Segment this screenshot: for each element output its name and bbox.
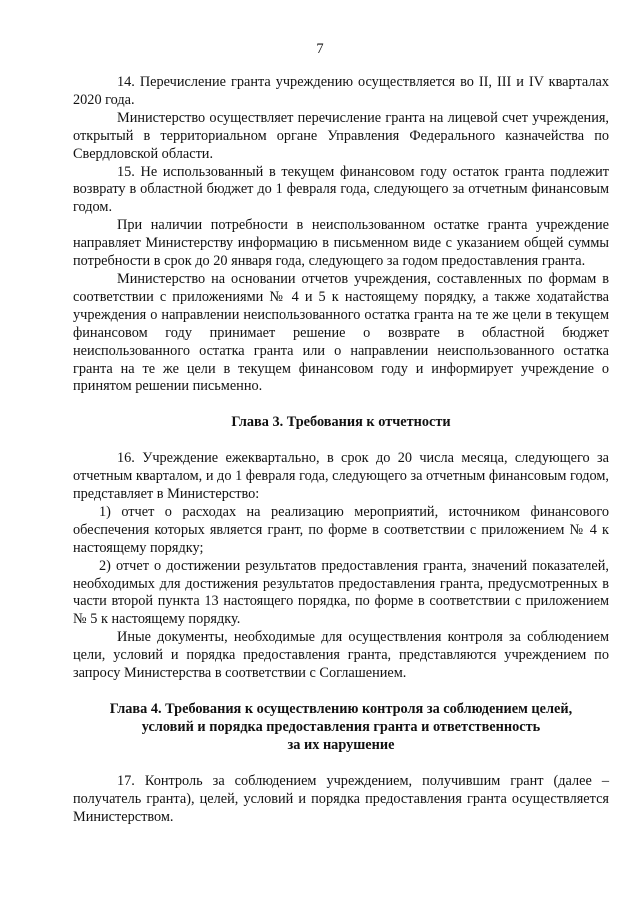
chapter-4-heading-line-2: условий и порядка предоставления гранта и ответственность: [141, 718, 541, 735]
chapter-4-heading-line-3: за их нарушение: [287, 736, 395, 753]
document-body: [73, 74, 609, 826]
paragraph-16-other: Иные документы, необходимые для осуществления контроля за соблюдением цели, условий и порядка предоставления гранта, представляются учреждением по запросу Министерства в соответствии с Соглашением.: [73, 629, 609, 682]
paragraph-14: 14. Перечисление гранта учреждению осуществляется во II, III и IV кварталах 2020 года.: [73, 74, 609, 108]
chapter-4-heading-line-1: Глава 4. Требования к осуществлению контроля за соблюдением целей,: [109, 701, 573, 717]
chapter-4-heading: [73, 701, 609, 755]
paragraph-16: 16. Учреждение ежеквартально, в срок до 20 числа месяца, следующего за отчетным кварталом, и до 1 февраля года, следующего за отчетным финансовым годом, представляет в Министерство:: [73, 450, 609, 503]
paragraph-17: 17. Контроль за соблюдением учреждением, получившим грант (далее – получатель гранта), целей, условий и порядка предоставления гранта осуществляется Министерством.: [73, 772, 609, 825]
paragraph-16-item-2: 2) отчет о достижении результатов предоставления гранта, значений показателей, необходимых для достижения результатов предоставления гранта, предусмотренных в части второй пункта 13 настоящего порядка, по форме в соответствии с приложением № 5 к настоящему порядку.: [73, 557, 609, 628]
paragraph-14-body: Министерство осуществляет перечисление гранта на лицевой счет учреждения, открытый в территориальном органе Управления Федерального казначейства по Свердловской области.: [73, 109, 609, 162]
paragraph-15-decision: Министерство на основании отчетов учреждения, составленных по формам в соответствии с приложениями № 4 и 5 к настоящему порядку, а также ходатайства учреждения о направлении неиспользованного остатка гранта на те же цели в текущем финансовом году принимает решение о возврате в областной бюджет неиспользованного остатка гранта или о направлении неиспользованного остатка гранта на те же цели в текущем финансовом году и информирует учреждение о принятом решении письменно.: [73, 270, 609, 395]
paragraph-15-need: При наличии потребности в неиспользованном остатке гранта учреждение направляет Министерству информацию в письменном виде с указанием общей суммы потребности в срок до 20 января года, следующего за годом предоставления гранта.: [73, 217, 609, 270]
page-number: 7: [316, 41, 324, 57]
paragraph-15: 15. Не использованный в текущем финансовом году остаток гранта подлежит возврату в областной бюджет до 1 февраля года, следующего за отчетным финансовым годом.: [73, 163, 609, 216]
paragraph-16-item-1: 1) отчет о расходах на реализацию мероприятий, источником финансового обеспечения которых является грант, по форме в соответствии с приложением № 4 к настоящему порядку;: [73, 503, 609, 556]
chapter-3-heading: Глава 3. Требования к отчетности: [231, 414, 451, 431]
